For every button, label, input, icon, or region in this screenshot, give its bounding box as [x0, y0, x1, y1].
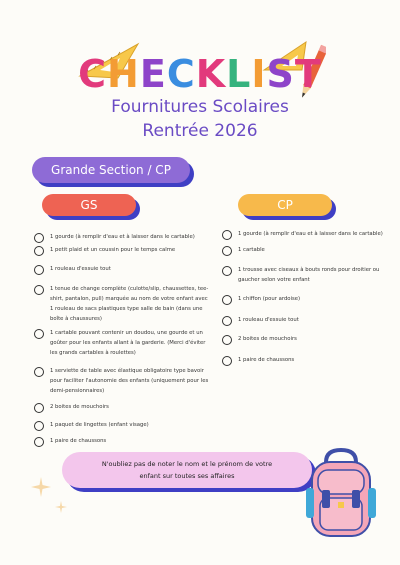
- checkbox[interactable]: [34, 285, 44, 295]
- gs-pill: [42, 194, 136, 216]
- list-item: 2 boites de mouchoirs: [34, 402, 212, 413]
- checkbox[interactable]: [34, 437, 44, 447]
- checkbox[interactable]: [34, 233, 44, 243]
- note-box: [62, 452, 312, 488]
- list-item: 1 cartable pouvant contenir un doudou, une gourde et un goûter pour les enfants allant à la garderie. (Merci d'éviter les grands cartables à roulettes): [34, 328, 212, 358]
- page-title: [78, 52, 322, 96]
- list-item: 1 rouleau d'essuie tout: [34, 264, 212, 275]
- title-letter: L: [226, 52, 252, 96]
- cp-pill: [238, 194, 332, 216]
- section-pill: [32, 157, 190, 183]
- sparkle-icon: [30, 476, 52, 498]
- note-line-1: N'oubliez pas de noter le nom et le prénom de votre: [101, 460, 273, 468]
- checkbox[interactable]: [34, 246, 44, 256]
- checkbox[interactable]: [34, 265, 44, 275]
- checkbox[interactable]: [222, 295, 232, 305]
- checkbox[interactable]: [222, 230, 232, 240]
- title-letter: H: [107, 52, 140, 96]
- title-letter: T: [294, 52, 322, 96]
- section-label: Grande Section / CP: [51, 163, 171, 177]
- checkbox[interactable]: [34, 403, 44, 413]
- list-item: 1 rouleau d'essuie tout: [222, 315, 386, 326]
- list-item: 1 gourde (à remplir d'eau et à laisser dans le cartable): [34, 232, 212, 243]
- list-item: 1 serviette de table avec élastique obligatoire type bavoir pour faciliter l'autonomie des enfants (uniquement pour les demi-pensionnaires): [34, 366, 212, 396]
- title-letter: E: [139, 52, 167, 96]
- title-container: [0, 52, 400, 96]
- checkbox[interactable]: [222, 246, 232, 256]
- list-item: 1 cartable: [222, 245, 386, 256]
- checkbox[interactable]: [34, 329, 44, 339]
- list-item: 1 paire de chaussons: [34, 436, 212, 447]
- checkbox[interactable]: [222, 356, 232, 366]
- gs-label: GS: [80, 198, 98, 212]
- checkbox[interactable]: [222, 266, 232, 276]
- backpack-icon: [304, 446, 378, 542]
- checkbox[interactable]: [34, 367, 44, 377]
- checkbox[interactable]: [34, 421, 44, 431]
- sparkle-icon: [54, 500, 68, 514]
- title-letter: C: [78, 52, 108, 96]
- list-item: 1 petit plaid et un coussin pour le temps calme: [34, 245, 212, 256]
- list-item: 1 chiffon (pour ardoise): [222, 294, 386, 305]
- title-letter: S: [266, 52, 295, 96]
- list-item: 1 paire de chaussons: [222, 355, 386, 366]
- list-item: 1 tenue de change complète (culotte/slip, chaussettes, tee-shirt, pantalon, pull) marquée au nom de votre enfant avec 1 rouleau de sacs plastiques type salle de bain (dans une boîte à chaussures): [34, 284, 212, 324]
- checkbox[interactable]: [222, 316, 232, 326]
- title-letter: K: [195, 52, 227, 96]
- list-item: 1 trousse avec ciseaux à bouts ronds pour droitier ou gaucher selon votre enfant: [222, 265, 386, 285]
- note-line-2: enfant sur toutes ses affaires: [139, 472, 235, 480]
- list-item: 1 paquet de lingettes (enfant visage): [34, 420, 212, 431]
- school-year: Rentrée 2026: [142, 121, 258, 141]
- checkbox[interactable]: [222, 335, 232, 345]
- title-letter: C: [166, 52, 196, 96]
- list-item: 1 gourde (à remplir d'eau et à laisser dans le cartable): [222, 229, 386, 240]
- cp-label: CP: [277, 198, 293, 212]
- list-item: 2 boites de mouchoirs: [222, 334, 386, 345]
- subtitle: Fournitures Scolaires: [111, 97, 289, 117]
- title-letter: I: [251, 52, 267, 96]
